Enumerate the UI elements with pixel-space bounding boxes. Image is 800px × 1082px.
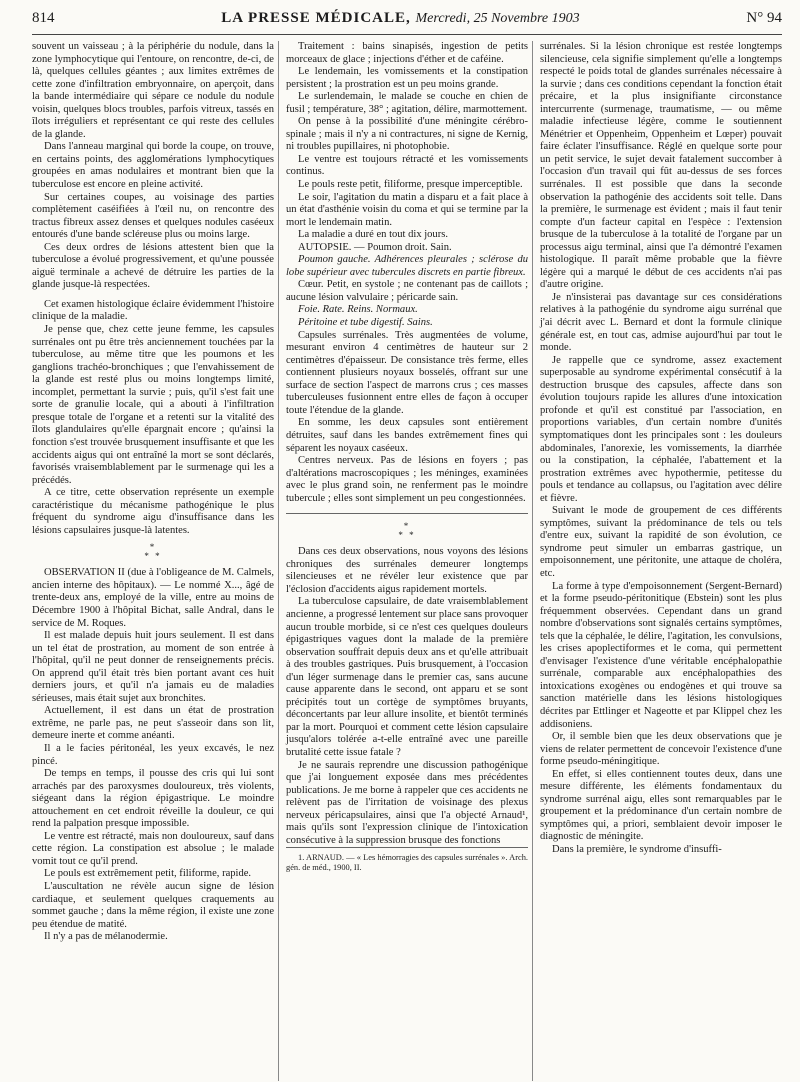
paragraph: surrénales. Si la lésion chronique est restée longtemps silencieuse, cela signifie simplement qu'elle a longtemps respecté le poids total de glandes surrénales nécessaire à la survie ; dans ces conditions cependant la fonction était précaire, et la plus insignifiante circonstance intercurrente (surmenage, traumatisme, — ou même maladie infectieuse légère, comme le soutiennent Ménétrier et Oppenheim, Oppenheim et Lœper) pouvait faire éclater l'insuffisance. Réglé en quelque sorte pour un petit service, le sujet devait fatalement succomber à l'occasion d'un travail qui fût au-dessus de ses forces surrénales. Il est possible que dans la seconde observation la pathogénie des accidents soit telle. Dans la première, le surmenage est évident ; mais il faut tenir compte d'un facteur capital en l'espèce : l'extension brusque de la tuberculose à la totalité de l'organe par un processus aigu terminal, ainsi que l'a démontré l'examen histologique. Il paraît même probable que la fièvre légère qui a marqué le début de ces accidents n'ai pas d'autre origine. — [540, 41, 782, 291]
paragraph: Foie. Rate. Reins. Normaux. — [298, 304, 418, 316]
paragraph: Traitement : bains sinapisés, ingestion de petits morceaux de glace ; injections d'éther et de caféine. — [286, 41, 528, 65]
paragraph: Le lendemain, les vomissements et la constipation persistent ; la prostration est un peu moins grande. — [286, 66, 528, 90]
paragraph: Le surlendemain, le malade se couche en chien de fusil ; température, 38° ; agitation, délire, marmottement. — [286, 91, 528, 115]
page-number: 814 — [32, 10, 55, 26]
paragraph: De temps en temps, il pousse des cris qui lui sont arrachés par des paroxysmes douloureux, très violents, siégeant dans la région épigastrique. Le moindre attouchement en cet endroit réveille la douleur, ce qui rend la palpation presque impossible. — [32, 768, 274, 830]
paragraph: Cet examen histologique éclaire évidemment l'histoire clinique de la maladie. — [32, 298, 274, 323]
paragraph: L'auscultation ne révèle aucun signe de lésion cardiaque, et seulement quelques craquements au sommet gauche ; dans la même région, il existe une zone peu étendue de matité. — [32, 881, 274, 930]
issue-date: Mercredi, 25 Novembre 1903 — [415, 11, 580, 26]
paragraph: On pense à la possibilité d'une méningite cérébro-spinale ; mais il n'y a ni contractures, ni signe de Kernig, ni troubles pupillaires, ni photophobie. — [286, 116, 528, 153]
paragraph: Je pense que, chez cette jeune femme, les capsules surrénales ont pu être très anciennement touchées par la tuberculose, au même titre que les poumons et les ganglions trachéo-bronchiques ; que l'envahissement de la glande est resté plus ou moins longtemps limité, incomplet, permettant la survie ; puis, qu'il s'est fait une sorte de granulie locale, qui a abouti à l'infiltration presque totale de l'organe et a retenti sur la vitalité des îlots glandulaires qu'elle épargnait encore ; qu'ainsi la fonction s'est trouvée brusquement insuffisante et que les accidents aigus qui ont entraîné la mort se sont déclarés, favorisés vraisemblablement par le surmenage qui les a précédés. — [32, 324, 274, 486]
paragraph: Je ne saurais reprendre une discussion pathogénique que j'ai longuement exposée dans mes précédentes publications. Je me borne à rappeler que ces accidents ne relèvent pas de l'irritation de voisinage des plexus nerveux péricapsulaires, ainsi que l'a objecté Arnaud¹, mais qu'ils sont l'expression clinique de l'intoxication consécutive à la suppression brusque des fonctions — [286, 759, 528, 846]
paragraph: Suivant le mode de groupement de ces différents symptômes, suivant la prédominance de tels ou tels d'entre eux, suivant la rapidité de son évolution, ce syndrome peut simuler un embarras gastrique, un empoisonnement, une péritonite, une attaque de choléra, etc. — [540, 505, 782, 579]
paragraph: Ces deux ordres de lésions attestent bien que la tuberculose a évolué progressivement, et qu'une poussée aiguë terminale a achevé de détruire les parties de la glande jusque-là respectées. — [32, 241, 274, 291]
paragraph: Sur certaines coupes, au voisinage des parties complètement caséifiées à l'œil nu, on rencontre des tractus fibreux assez denses et quelques nodules caséeux entourés d'une bande scléreuse plus ou moins large. — [32, 191, 274, 241]
paragraph: Capsules surrénales. Très augmentées de volume, mesurant environ 4 centimètres de hauteur sur 2 centimètres d'épaisseur. De consistance très ferme, elles contiennent plusieurs noyaux bosselés, offrant sur une surface de section l'aspect de marrons crus ; ces masses tuberculeuses fusionnent entre elles de façon à occuper toute l'étendue de la glande. — [286, 329, 528, 416]
paragraph: Le ventre est toujours rétracté et les vomissements continus. — [286, 153, 528, 178]
paragraph: Poumon gauche. Adhérences pleurales ; sclérose du lobe supérieur avec tubercules discrets en partie fibreux. — [286, 254, 528, 278]
paragraph: Dans la première, le syndrome d'insuffi- — [552, 844, 722, 855]
section-separator: * * * — [144, 542, 162, 562]
paragraph: Je rappelle que ce syndrome, assez exactement superposable au syndrome expérimental consécutif à la destruction brusque des capsules, affecte dans son évolution toujours rapide les allures d'une intoxication profonde et qu'il est constitué par l'association, en proportions variables, d'un certain nombre d'unités symptomatiques dont les principales sont : les douleurs abdominales, l'anorexie, les vomissements, la diarrhée ou la constipation, la céphalée, l'abattement et la prostration extrêmes avec hypothermie, petitesse du pouls et tendance au collapsus, ou l'agitation avec délire et fièvre. — [540, 354, 782, 504]
journal-title — [221, 10, 579, 27]
paragraph: Dans ces deux observations, nous voyons des lésions chroniques des surrénales demeurer longtemps silencieuses et ne révéler leur existence que par l'éclosion d'accidents aigus rapidement mortels. — [286, 546, 528, 595]
paragraph: Il est malade depuis huit jours seulement. Il est dans un tel état de prostration, au moment de son entrée à l'hôpital, qu'il ne peut donner de renseignements précis. On apprend qu'il était très bien portant avant ces huit derniers jours, et qu'il n'a jamais eu de maladies sérieuses, mais était sujet aux bronchites. — [32, 630, 274, 704]
paragraph: souvent un vaisseau ; à la périphérie du nodule, dans la zone lymphocytique qui l'entoure, on rencontre, de-ci, de là, quelques cellules géantes ; aux limites extrêmes de cette zone d'infiltration embryonnaire, on aperçoit, dans la bande intermédiaire qui sépare ce nodule du nodule voisin, quelques blocs troubles, parfois vitreux, tassés en îlots irréguliers et représentant ce qui reste des cellules de la glande. — [32, 41, 274, 140]
paragraph: Centres nerveux. Pas de lésions en foyers ; pas d'altérations macroscopiques ; les méninges, examinées avec le plus grand soin, ne renferment pas le moindre tubercule ; elles sont simplement un peu congestionnées. — [286, 455, 528, 504]
paragraph: Le soir, l'agitation du matin a disparu et a fait place à un état d'asthénie voisin du coma et qui se termine par la mort le lendemain matin. — [286, 191, 528, 228]
page-header — [32, 10, 782, 35]
paragraph: Actuellement, il est dans un état de prostration extrême, ne parle pas, ne peut s'asseoir dans son lit, demeure inerte et comme anéanti. — [32, 705, 274, 742]
autopsy-paragraph: AUTOPSIE. — Poumon droit. Sain. — [298, 241, 452, 253]
paragraph: Le ventre est rétracté, mais non douloureux, sauf dans cette région. La constipation est absolue ; le malade vomit tout ce qu'il prend. — [32, 830, 274, 867]
paragraph: En effet, si elles contiennent toutes deux, dans une mesure différente, les éléments fondamentaux du syndrome surrénal aigu, elles sont remarquables par le groupement et la prédominance d'un certain nombre de symptômes qui, a priori, semblaient devoir imposer le diagnostic de méningite. — [540, 768, 782, 843]
paragraph: Cœur. Petit, en systole ; ne contenant pas de caillots ; aucune lésion valvulaire ; péricarde sain. — [286, 279, 528, 303]
section-separator: * * * — [398, 521, 416, 541]
paragraph: La tuberculose capsulaire, de date vraisemblablement ancienne, a progressé lentement sur place sans provoquer aucun trouble morbide, si ce n'est ces quelques douleurs épigastriques vagues dont la malade de la première observation souffrait depuis deux ans et qu'elle attribuait à des troubles gastriques. Puis brusquement, à l'occasion d'un léger surmenage dans le premier cas, sans aucune cause apparente dans le second, ont apparu et se sont précipités tout un cortège de symptômes bruyants, déconcertants par leur allure insolite, et bientôt terminés par la mort. Pourquoi et comment cette lésion capsulaire jusqu'alors tolérée a-t-elle entraîné avec une pareille brutalité cette issue fatale ? — [286, 596, 528, 758]
footnote: 1. ARNAUD. — « Les hémorragies des capsules surrénales ». Arch. gén. de méd., 1900, II. — [286, 847, 528, 873]
journal-name: LA PRESSE MÉDICALE, — [221, 10, 411, 26]
issue-number: N° 94 — [746, 10, 782, 26]
column-2 — [278, 41, 528, 1081]
paragraph: Or, il semble bien que les deux observations que je viens de relater permettent de concevoir l'existence d'une forme pseudo-méningitique. — [540, 731, 782, 768]
column-3 — [532, 41, 782, 1081]
paragraph: A ce titre, cette observation représente un exemple caractéristique du mécanisme pathogénique le plus fréquent du syndrome aigu d'insuffisance dans les lésions capsulaires jusque-là latentes. — [32, 487, 274, 536]
paragraph: Il a le facies péritonéal, les yeux excavés, le nez pincé. — [32, 742, 274, 767]
observation-heading-paragraph: OBSERVATION II (due à l'obligeance de M. Calmels, ancien interne des hôpitaux). — Le nommé X..., âgé de trente-deux ans, employé de la ville, entre au moins de Décembre 1900 à l'hôpital Bichat, salle Andral, dans le service de M. Roques. — [32, 567, 274, 629]
paragraph: En somme, les deux capsules sont entièrement détruites, sauf dans les bandes extrêmement fines qui séparent les noyaux caséeux. — [286, 417, 528, 454]
text-columns — [32, 41, 782, 1081]
paragraph: Péritoine et tube digestif. Sains. — [298, 317, 433, 329]
paragraph: La maladie a duré en tout dix jours. — [298, 229, 448, 241]
column-1 — [32, 41, 274, 1081]
paragraph: Le pouls est extrêmement petit, filiforme, rapide. — [44, 868, 252, 880]
paragraph: La forme à type d'empoisonnement (Sergent-Bernard) et la forme pseudo-péritonitique (Ebstein) sont les plus fréquemment observées. Cependant dans un grand nombre d'observations sont signalés certains symptômes, tels que la céphalée, le délire, l'agitation, les convulsions, les crises apoplectiformes et le coma, qui permettent d'envisager l'existence d'une véritable encéphalopathie surrénale, comparable aux encéphalopathies des intoxications exogènes ou endogènes et qui trouve sa sanction matérielle dans les lésions histologiques décrites par Ettlinger et Nageotte et par Klippel chez les addisoniens. — [540, 580, 782, 730]
paragraph: Il n'y a pas de mélanodermie. — [44, 931, 168, 943]
paragraph: Dans l'anneau marginal qui borde la coupe, on trouve, en certains points, des agglomérations lymphocytiques groupées en amas nodulaires et montrant bien que la tuberculose est encore en pleine activité. — [32, 141, 274, 191]
column-divider — [286, 513, 528, 514]
paragraph: Je n'insisterai pas davantage sur ces considérations relatives à la pathogénie du syndrome aigu surrénal que j'ai décrit avec L. Bernard et dont la formule clinique générale est, en tout cas, admise aujourd'hui par tout le monde. — [540, 291, 782, 354]
paragraph: Le pouls reste petit, filiforme, presque imperceptible. — [298, 179, 523, 191]
